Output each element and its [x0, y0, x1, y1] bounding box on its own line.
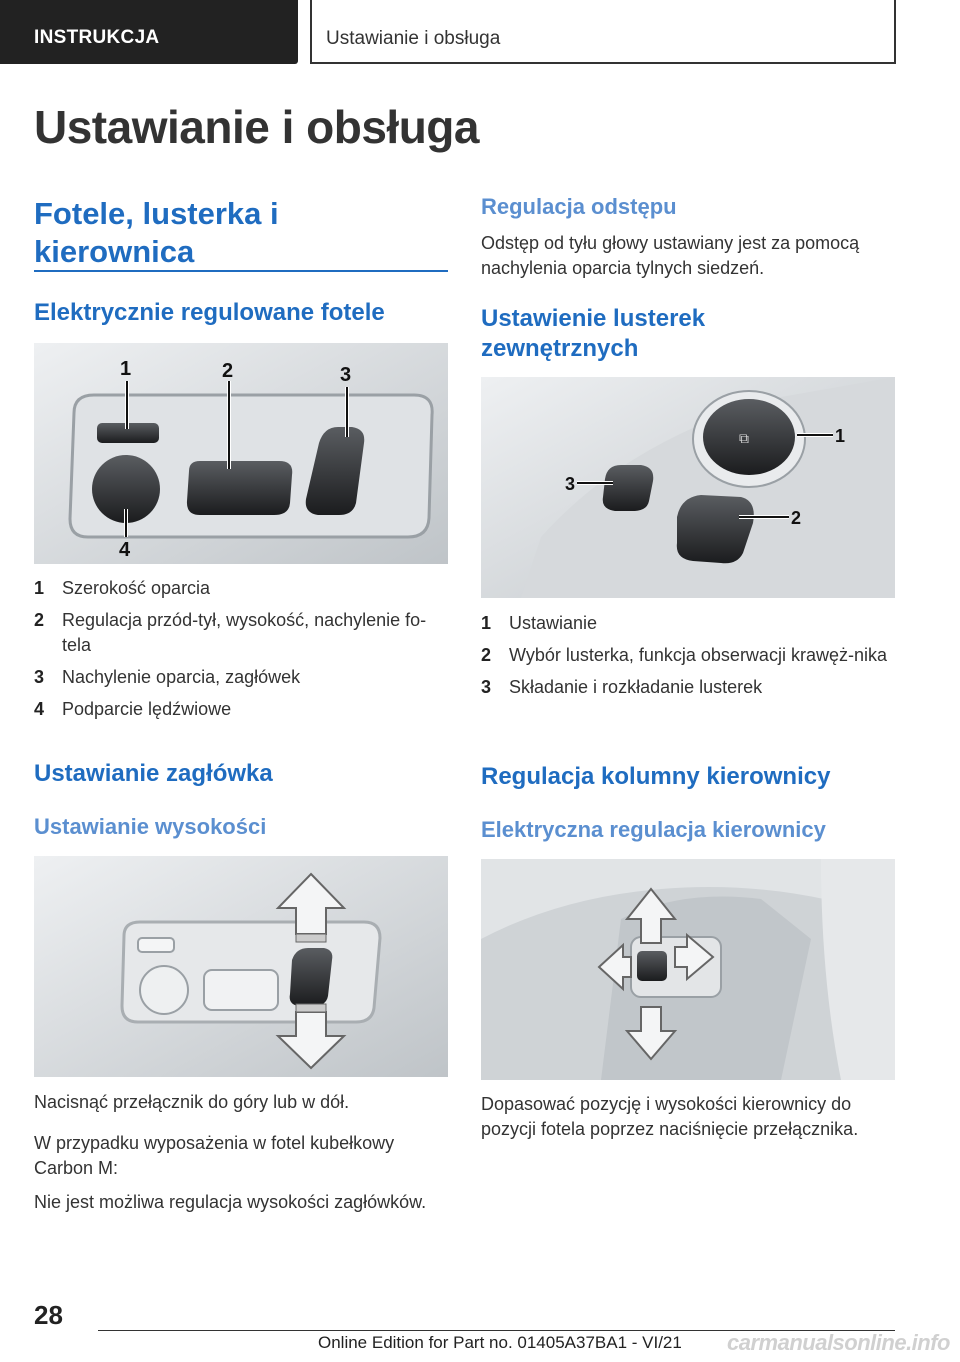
- legend-item: [481, 611, 895, 636]
- seat-figure-label-1: 1: [120, 358, 132, 380]
- legend-item: [481, 643, 895, 668]
- steering-subheading: Elektryczna regulacja kierownicy: [481, 817, 826, 842]
- legend-item: [34, 576, 448, 601]
- mirror-figure-label-2: 2: [791, 508, 802, 528]
- section-tab-label: INSTRUKCJA: [34, 27, 160, 48]
- legend-text: Szerokość oparcia: [62, 578, 211, 598]
- distance-subheading: Regulacja odstępu: [481, 194, 677, 219]
- mirror-controls-figure: [481, 377, 895, 598]
- svg-text:⧉: ⧉: [739, 431, 749, 447]
- watermark-logo: carmanualsonline.info: [727, 1330, 950, 1355]
- legend-text: Wybór lusterka, funkcja obserwacji krawęż-nika: [509, 645, 887, 665]
- legend-text: Nachylenie oparcia, zagłówek: [62, 667, 301, 687]
- steering-column-figure: [481, 859, 895, 1080]
- mirrors-legend: [481, 611, 895, 700]
- legend-item: [34, 608, 448, 658]
- page-number: 28: [34, 1300, 63, 1330]
- section-tab: [0, 0, 298, 64]
- legend-number: 2: [34, 610, 45, 630]
- steering-heading: Regulacja kolumny kierownicy: [481, 763, 831, 790]
- seat-controls-figure: [34, 343, 448, 564]
- headrest-paragraph-1: Nacisnąć przełącznik do góry lub w dół.: [34, 1092, 350, 1112]
- legend-number: 3: [481, 677, 492, 697]
- headrest-paragraph-2: W przypadku wyposażenia w fotel kubełkowy Carbon M:: [34, 1133, 395, 1178]
- legend-number: 1: [481, 613, 492, 633]
- seat-figure-label-2: 2: [222, 360, 234, 382]
- footer-edition: Online Edition for Part no. 01405A37BA1 - VI/21: [318, 1333, 682, 1352]
- legend-text: Regulacja przód-tył, wysokość, nachylenie fo-tela: [62, 610, 427, 655]
- seat-figure-label-3: 3: [340, 364, 352, 386]
- legend-text: Podparcie lędźwiowe: [62, 699, 232, 719]
- legend-item: [34, 697, 448, 722]
- legend-number: 4: [34, 699, 45, 719]
- headrest-subheading: Ustawianie wysokości: [34, 814, 267, 839]
- seats-heading: Elektrycznie regulowane fotele: [34, 299, 385, 326]
- legend-number: 2: [481, 645, 492, 665]
- legend-item: [481, 675, 895, 700]
- steering-paragraph: Dopasować pozycję i wysokości kierownicy do pozycji fotela poprzez naciśnięcie przełącznika.: [481, 1094, 859, 1139]
- headrest-figure: [34, 856, 448, 1077]
- chapter-tab: [310, 0, 896, 64]
- mirror-figure-label-1: 1: [835, 426, 846, 446]
- mirror-figure-label-3: 3: [565, 474, 576, 494]
- page-title: Ustawianie i obsługa: [34, 101, 479, 153]
- distance-paragraph: Odstęp od tyłu głowy ustawiany jest za pomocą nachylenia oparcia tylnych siedzeń.: [481, 233, 860, 278]
- legend-text: Ustawianie: [509, 613, 598, 633]
- page-header: [0, 0, 960, 66]
- legend-item: [34, 665, 448, 690]
- headrest-paragraph-3: Nie jest możliwa regulacja wysokości zagłówków.: [34, 1192, 427, 1212]
- section-rule: [34, 270, 448, 272]
- legend-number: 1: [34, 578, 45, 598]
- mirrors-heading: Ustawienie lusterek zewnętrznych: [481, 305, 706, 362]
- seats-legend: [34, 576, 448, 722]
- chapter-tab-label: Ustawianie i obsługa: [326, 28, 501, 49]
- headrest-heading: Ustawianie zagłówka: [34, 760, 273, 787]
- section-title: Fotele, lusterka i kierownica: [34, 196, 279, 269]
- legend-number: 3: [34, 667, 45, 687]
- seat-figure-label-4: 4: [119, 539, 131, 561]
- legend-text: Składanie i rozkładanie lusterek: [509, 677, 763, 697]
